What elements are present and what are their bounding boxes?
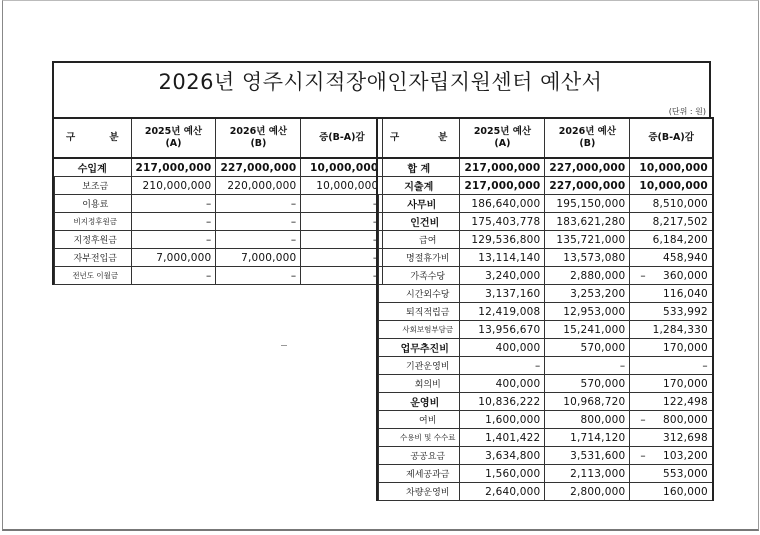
- cell-2025: 175,403,778: [460, 213, 545, 231]
- row-label: 지정후원금: [53, 231, 131, 249]
- cell-diff: 10,000,000: [301, 158, 383, 177]
- cell-diff: –: [301, 195, 383, 213]
- row-label: 급여: [377, 231, 460, 249]
- cell-diff: – 103,200: [630, 447, 713, 465]
- row-label: 명절휴가비: [377, 249, 460, 267]
- cell-diff: –: [630, 357, 713, 375]
- table-row: [377, 339, 713, 357]
- cell-2026: –: [216, 267, 301, 285]
- table-row: [377, 195, 713, 213]
- header-2026: [216, 118, 301, 158]
- header-2026-line2: (B): [579, 138, 596, 149]
- cell-2025: 3,634,800: [460, 447, 545, 465]
- row-label: 합 계: [377, 158, 460, 177]
- header-2026-line1: 2026년 예산: [558, 126, 617, 137]
- cell-2025: –: [131, 213, 216, 231]
- row-label: 자부전입금: [53, 249, 131, 267]
- table-row: [53, 249, 383, 267]
- cell-2025: 3,137,160: [460, 285, 545, 303]
- row-label: 차량운영비: [377, 483, 460, 501]
- row-label: 회의비: [377, 375, 460, 393]
- cell-2025: 217,000,000: [460, 177, 545, 195]
- cell-2026: 570,000: [545, 339, 630, 357]
- cell-diff: –: [301, 267, 383, 285]
- cell-diff: –: [301, 213, 383, 231]
- cell-2025: 210,000,000: [131, 177, 216, 195]
- cell-2025: 217,000,000: [131, 158, 216, 177]
- row-label: 사회보험부담금: [377, 321, 460, 339]
- table-row: [53, 231, 383, 249]
- row-label: 시간외수당: [377, 285, 460, 303]
- expenditure-header-row: [377, 118, 713, 158]
- cell-2025: –: [460, 357, 545, 375]
- cell-diff: 312,698: [630, 429, 713, 447]
- cell-2026: 15,241,000: [545, 321, 630, 339]
- cell-2025: 3,240,000: [460, 267, 545, 285]
- cell-2026: 3,253,200: [545, 285, 630, 303]
- row-label: 운영비: [377, 393, 460, 411]
- header-2025-line2: (A): [494, 138, 511, 149]
- cell-2025: 13,956,670: [460, 321, 545, 339]
- cell-diff: 458,940: [630, 249, 713, 267]
- cell-2025: 7,000,000: [131, 249, 216, 267]
- cell-2025: –: [131, 195, 216, 213]
- cell-2025: 1,600,000: [460, 411, 545, 429]
- row-label: 퇴직적립금: [377, 303, 460, 321]
- table-row: [377, 177, 713, 195]
- row-label: 전년도 이월금: [53, 267, 131, 285]
- table-row: [377, 213, 713, 231]
- cell-2026: –: [545, 357, 630, 375]
- cell-2025: –: [131, 231, 216, 249]
- cell-diff: 170,000: [630, 339, 713, 357]
- table-row: [53, 177, 383, 195]
- table-row: [53, 195, 383, 213]
- table-row: [377, 357, 713, 375]
- row-label: 비지정후원금: [53, 213, 131, 231]
- row-label: 기관운영비: [377, 357, 460, 375]
- table-row: [377, 285, 713, 303]
- header-2026-line1: 2026년 예산: [229, 126, 288, 137]
- cell-diff: 10,000,000: [301, 177, 383, 195]
- expenditure-table: [376, 117, 714, 501]
- cell-2026: 800,000: [545, 411, 630, 429]
- row-label: 사무비: [377, 195, 460, 213]
- table-row: [377, 249, 713, 267]
- cell-2026: 12,953,000: [545, 303, 630, 321]
- cell-2026: –: [216, 231, 301, 249]
- cell-2026: 3,531,600: [545, 447, 630, 465]
- cell-2026: 220,000,000: [216, 177, 301, 195]
- cell-diff: 10,000,000: [630, 158, 713, 177]
- header-category: [53, 118, 131, 158]
- cell-diff: 10,000,000: [630, 177, 713, 195]
- cell-diff: – 360,000: [630, 267, 713, 285]
- table-row: [377, 393, 713, 411]
- cell-2025: 1,560,000: [460, 465, 545, 483]
- cell-diff: 170,000: [630, 375, 713, 393]
- header-2025-line1: 2025년 예산: [144, 126, 203, 137]
- table-row: [377, 303, 713, 321]
- header-category-right: 분: [109, 132, 119, 143]
- table-row: [377, 267, 713, 285]
- cell-2025: 129,536,800: [460, 231, 545, 249]
- table-row: [377, 483, 713, 501]
- cell-2025: 400,000: [460, 339, 545, 357]
- table-row: [377, 429, 713, 447]
- revenue-table: [52, 117, 383, 285]
- table-row: [377, 411, 713, 429]
- document-title: 2026년 영주시지적장애인자립지원센터 예산서: [158, 70, 603, 94]
- cell-2026: 7,000,000: [216, 249, 301, 267]
- header-2026-line2: (B): [250, 138, 267, 149]
- revenue-header-row: [53, 118, 383, 158]
- cell-2025: 217,000,000: [460, 158, 545, 177]
- table-row: [377, 447, 713, 465]
- table-row: [377, 321, 713, 339]
- cell-2025: 13,114,140: [460, 249, 545, 267]
- stray-dash-mark: [281, 345, 287, 346]
- cell-2026: 570,000: [545, 375, 630, 393]
- header-2025-line1: 2025년 예산: [473, 126, 532, 137]
- cell-2026: 2,880,000: [545, 267, 630, 285]
- cell-2026: 2,113,000: [545, 465, 630, 483]
- header-category-left: 구: [390, 132, 400, 143]
- cell-diff: –: [301, 249, 383, 267]
- row-label: 가족수당: [377, 267, 460, 285]
- cell-diff: –: [301, 231, 383, 249]
- table-row: [53, 213, 383, 231]
- header-diff: 증(B-A)감: [301, 118, 383, 158]
- row-label: 수용비 및 수수료: [377, 429, 460, 447]
- row-label: 여비: [377, 411, 460, 429]
- table-row: [53, 158, 383, 177]
- cell-diff: 1,284,330: [630, 321, 713, 339]
- row-label: 수입계: [53, 158, 131, 177]
- header-2025-line2: (A): [165, 138, 182, 149]
- cell-2025: 2,640,000: [460, 483, 545, 501]
- table-row: [377, 465, 713, 483]
- cell-2026: 10,968,720: [545, 393, 630, 411]
- cell-diff: 533,992: [630, 303, 713, 321]
- cell-2025: 10,836,222: [460, 393, 545, 411]
- cell-diff: 160,000: [630, 483, 713, 501]
- cell-2026: 13,573,080: [545, 249, 630, 267]
- cell-2026: 135,721,000: [545, 231, 630, 249]
- header-category-left: 구: [66, 132, 76, 143]
- row-label: 제세공과금: [377, 465, 460, 483]
- row-label: 이용료: [53, 195, 131, 213]
- cell-2025: 12,419,008: [460, 303, 545, 321]
- row-label: 지출계: [377, 177, 460, 195]
- cell-2026: 195,150,000: [545, 195, 630, 213]
- cell-2026: –: [216, 195, 301, 213]
- row-label: 인건비: [377, 213, 460, 231]
- header-2025: [460, 118, 545, 158]
- cell-2026: 2,800,000: [545, 483, 630, 501]
- cell-diff: 8,217,502: [630, 213, 713, 231]
- header-2026: [545, 118, 630, 158]
- row-label: 공공요금: [377, 447, 460, 465]
- header-diff: 증(B-A)감: [630, 118, 713, 158]
- cell-diff: – 800,000: [630, 411, 713, 429]
- row-label: 보조금: [53, 177, 131, 195]
- cell-diff: 122,498: [630, 393, 713, 411]
- table-row: [377, 158, 713, 177]
- cell-2026: 183,621,280: [545, 213, 630, 231]
- table-row: [377, 231, 713, 249]
- cell-2026: –: [216, 213, 301, 231]
- cell-diff: 116,040: [630, 285, 713, 303]
- header-category: [377, 118, 460, 158]
- row-label: 업무추진비: [377, 339, 460, 357]
- cell-2026: 227,000,000: [545, 158, 630, 177]
- unit-label: (단위 : 원): [668, 107, 706, 116]
- table-row: [53, 267, 383, 285]
- cell-diff: 553,000: [630, 465, 713, 483]
- cell-2026: 227,000,000: [216, 158, 301, 177]
- header-2025: [131, 118, 216, 158]
- cell-2025: 1,401,422: [460, 429, 545, 447]
- cell-2025: 186,640,000: [460, 195, 545, 213]
- cell-diff: 8,510,000: [630, 195, 713, 213]
- cell-diff: 6,184,200: [630, 231, 713, 249]
- cell-2025: 400,000: [460, 375, 545, 393]
- cell-2025: –: [131, 267, 216, 285]
- table-row: [377, 375, 713, 393]
- header-category-right: 분: [438, 132, 448, 143]
- cell-2026: 1,714,120: [545, 429, 630, 447]
- cell-2026: 227,000,000: [545, 177, 630, 195]
